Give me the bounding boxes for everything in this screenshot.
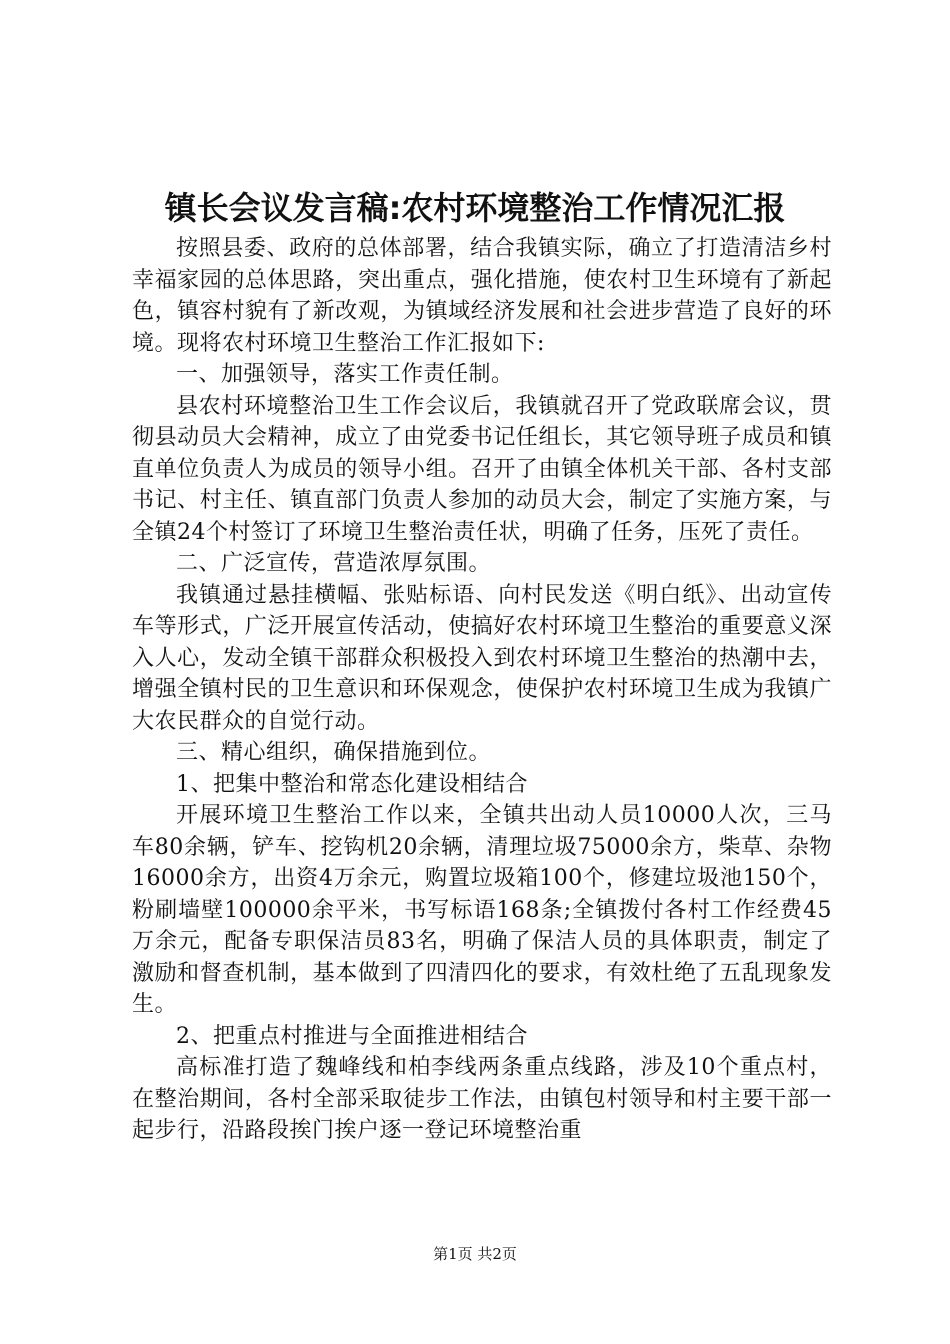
paragraph-3-1: 开展环境卫生整治工作以来，全镇共出动人员10000人次，三马车80余辆，铲车、挖钩机20余辆，清理垃圾75000余方，柴草、杂物16000余方，出资4万余元，购置垃圾箱100个，修建垃圾池150个，粉刷墙壁100000余平米，书写标语168条;全镇拨付各村工作经费45万余元，配备专职保洁员83名，明确了保洁人员的具体职责，制定了激励和督查机制，基本做到了四清四化的要求，有效杜绝了五乱现象发生。: [132, 803, 832, 1017]
document-body: [132, 233, 832, 1147]
page-number-footer: 第1页 共2页: [433, 1245, 517, 1263]
subheading-3-1: 1、把集中整治和常态化建设相结合: [176, 771, 528, 797]
paragraph-section-1: 县农村环境整治卫生工作会议后，我镇就召开了党政联席会议，贯彻县动员大会精神，成立了由党委书记任组长，其它领导班子成员和镇直单位负责人为成员的领导小组。召开了由镇全体机关干部、各村支部书记、村主任、镇直部门负责人参加的动员大会，制定了实施方案，与全镇24个村签订了环境卫生整治责任状，明确了任务，压死了责任。: [132, 393, 832, 545]
paragraph-intro: 按照县委、政府的总体部署，结合我镇实际，确立了打造清洁乡村幸福家园的总体思路，突出重点，强化措施，使农村卫生环境有了新起色，镇容村貌有了新改观，为镇域经济发展和社会进步营造了良好的环境。现将农村环境卫生整治工作汇报如下:: [132, 236, 832, 356]
document-title: 镇长会议发言稿:农村环境整治工作情况汇报: [164, 189, 786, 227]
section-heading-1: 一、加强领导，落实工作责任制。: [176, 362, 514, 387]
section-heading-3: 三、精心组织，确保措施到位。: [176, 740, 492, 765]
section-heading-2: 二、广泛宣传，营造浓厚氛围。: [176, 551, 492, 576]
paragraph-section-2: 我镇通过悬挂横幅、张贴标语、向村民发送《明白纸》、出动宣传车等形式，广泛开展宣传活动，使搞好农村环境卫生整治的重要意义深入人心，发动全镇干部群众积极投入到农村环境卫生整治的热潮中去，增强全镇村民的卫生意识和环保观念，使保护农村环境卫生成为我镇广大农民群众的自觉行动。: [132, 582, 832, 734]
paragraph-3-2: 高标准打造了魏峰线和柏李线两条重点线路，涉及10个重点村，在整治期间，各村全部采取徒步工作法，由镇包村领导和村主要干部一起步行，沿路段挨门挨户逐一登记环境整治重: [132, 1055, 832, 1143]
subheading-3-2: 2、把重点村推进与全面推进相结合: [176, 1023, 528, 1049]
